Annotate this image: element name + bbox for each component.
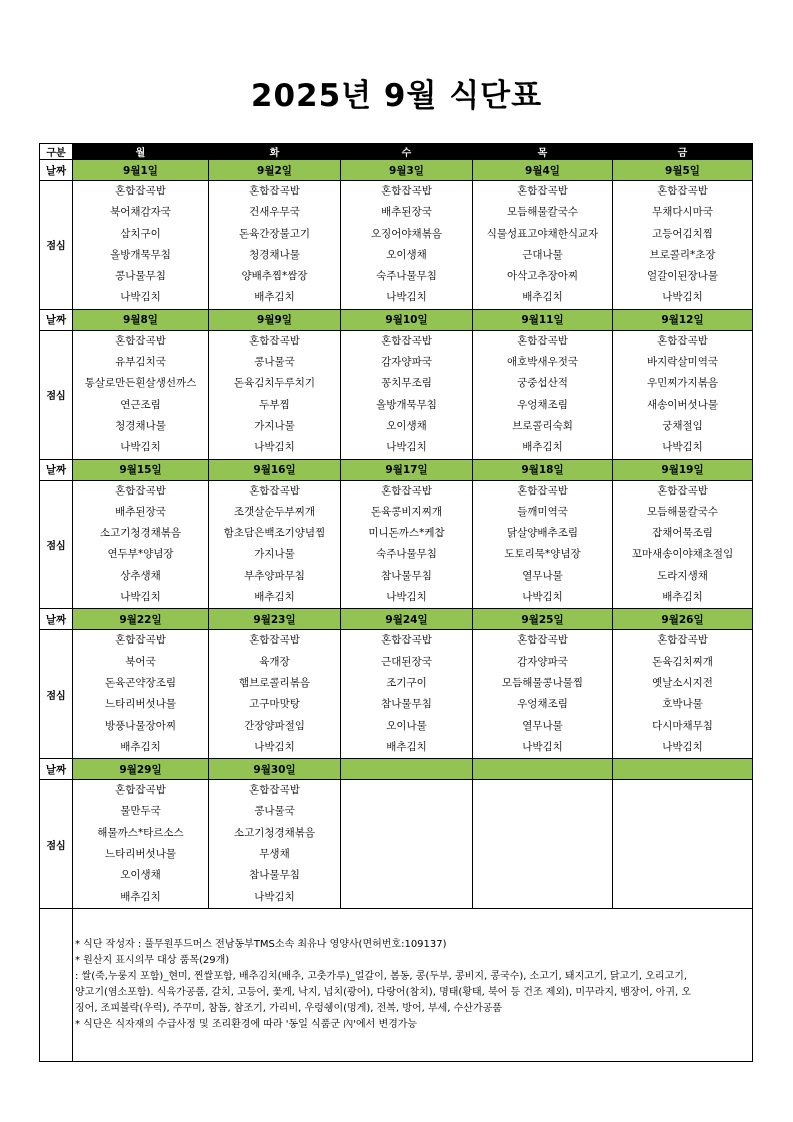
dish-item: 우민찌가지볶음 xyxy=(646,377,718,390)
dish-item: 부추양파무침 xyxy=(244,569,305,582)
dish-item: 식물성표고야채한식교자 xyxy=(486,227,599,240)
date-cell: 9월15일 xyxy=(73,459,209,480)
dish-item: 혼합잡곡밥 xyxy=(517,185,568,197)
date-cell: 9월4일 xyxy=(473,160,613,181)
dish-item: 나박김치 xyxy=(254,890,295,903)
date-cell xyxy=(341,759,473,780)
dish-item: 나박김치 xyxy=(254,441,295,454)
dish-item: 오이생채 xyxy=(120,869,161,882)
dish-item: 우엉채조림 xyxy=(517,698,568,711)
dish-item: 도라지생채 xyxy=(657,569,708,582)
dish-item: 북어채감자국 xyxy=(110,206,171,219)
dish-item: 배추김치 xyxy=(662,591,703,604)
date-row-label: 날짜 xyxy=(40,609,73,630)
dish-item: 콩나물국 xyxy=(254,356,295,369)
date-cell: 9월9일 xyxy=(209,309,341,330)
dish-item: 혼합잡곡밥 xyxy=(517,334,568,347)
dish-item: 배추김치 xyxy=(120,890,161,903)
dish-item: 배추된장국 xyxy=(381,206,432,219)
date-cell: 9월3일 xyxy=(341,160,473,181)
dish-item: 모듬해물콩나물찜 xyxy=(501,676,584,689)
dish-item: 미니돈까스*케찹 xyxy=(368,527,445,540)
meal-row-label: 점심 xyxy=(40,480,73,609)
dish-item: 콩나물무침 xyxy=(115,270,166,283)
dish-item: 나박김치 xyxy=(386,441,427,454)
note-line: * 원산지 표시의무 대상 품목(29개) xyxy=(75,954,230,966)
dish-item: 참나물무침 xyxy=(381,569,432,582)
dish-item: 간장양파절임 xyxy=(244,719,305,732)
dish-item: 가지나물 xyxy=(254,419,295,432)
dish-item: 들깨미역국 xyxy=(517,505,568,518)
dish-item: 아삭고추장아찌 xyxy=(506,270,578,283)
dish-item: 옛날소시지전 xyxy=(652,676,713,689)
dish-item: 고등어김치찜 xyxy=(652,227,713,240)
meal-cell xyxy=(613,630,753,759)
dish-item: 꽁치무조림 xyxy=(381,377,432,390)
dish-item: 혼합잡곡밥 xyxy=(249,334,300,347)
dish-item: 혼합잡곡밥 xyxy=(249,484,300,497)
note-line: * 식단 작성자 : 풀무원푸드머스 전남동부TMS소속 최유나 영양사(면허번호:109137) xyxy=(75,938,447,950)
dish-item: 혼합잡곡밥 xyxy=(517,484,568,497)
dish-item: 가지나물 xyxy=(254,548,295,561)
dish-item: 조갯살순두부찌개 xyxy=(233,505,316,518)
dish-item: 혼합잡곡밥 xyxy=(657,185,708,197)
dish-item: 감자양파국 xyxy=(381,356,432,369)
date-row-label: 날짜 xyxy=(40,309,73,330)
note-line: : 쌀(죽,누룽지 포함)_현미, 찐쌀포함, 배추김치(배추, 고춧가루)_얼갈이, 봄동, 콩(두부, 콩비지, 콩국수), 소고기, 돼지고기, 닭고기, 오리고기, xyxy=(75,970,688,982)
dish-item: 애호박새우젓국 xyxy=(506,356,578,369)
date-cell xyxy=(473,759,613,780)
notes-cell xyxy=(73,908,753,1061)
dish-item: 오이나물 xyxy=(386,719,427,732)
dish-item: 나박김치 xyxy=(254,740,295,753)
dish-item: 나박김치 xyxy=(522,591,563,604)
date-row-label: 날짜 xyxy=(40,160,73,181)
dish-item: 나박김치 xyxy=(120,291,161,304)
dish-item: 느타리버섯나물 xyxy=(104,698,176,711)
dish-item: 혼합잡곡밥 xyxy=(115,784,166,797)
dish-item: 감자양파국 xyxy=(517,655,568,668)
meal-cell xyxy=(473,780,613,909)
meal-cell xyxy=(473,181,613,310)
dish-item: 물만두국 xyxy=(120,805,161,818)
dish-item: 혼합잡곡밥 xyxy=(115,634,166,647)
meal-cell xyxy=(613,480,753,609)
dish-item: 햄브로콜리볶음 xyxy=(238,676,310,689)
meal-row-label: 점심 xyxy=(40,780,73,909)
dish-item: 숙주나물무침 xyxy=(376,270,437,283)
header-day-wed: 수 xyxy=(341,144,473,160)
dish-item: 콩나물국 xyxy=(254,805,295,818)
dish-item: 혼합잡곡밥 xyxy=(249,784,300,797)
date-row-label: 날짜 xyxy=(40,459,73,480)
dish-item: 닭살양배추조림 xyxy=(506,527,578,540)
dish-item: 우엉채조림 xyxy=(517,398,568,411)
meal-cell xyxy=(209,480,341,609)
dish-item: 혼합잡곡밥 xyxy=(381,334,432,347)
header-day-fri: 금 xyxy=(613,144,753,160)
menu-table-body xyxy=(40,144,753,1062)
date-row xyxy=(40,609,753,630)
dish-item: 소고기청경채볶음 xyxy=(233,826,316,839)
dish-item: 해물까스*타르소스 xyxy=(97,826,184,839)
meal-cell xyxy=(209,630,341,759)
meal-cell xyxy=(209,780,341,909)
dish-item: 배추김치 xyxy=(254,591,295,604)
dish-item: 통살로만든흰살생선까스 xyxy=(84,377,197,390)
dish-item: 모듬해물칼국수 xyxy=(506,206,578,219)
meal-row xyxy=(40,630,753,759)
date-row-label: 날짜 xyxy=(40,759,73,780)
dish-item: 혼합잡곡밥 xyxy=(381,484,432,497)
meal-cell xyxy=(341,630,473,759)
dish-item: 육개장 xyxy=(259,655,290,668)
dish-item: 혼합잡곡밥 xyxy=(657,634,708,647)
dish-item: 배추김치 xyxy=(120,740,161,753)
dish-item: 나박김치 xyxy=(386,591,427,604)
dish-item: 배추김치 xyxy=(386,740,427,753)
header-day-mon: 월 xyxy=(73,144,209,160)
dish-item: 돈육김치찌개 xyxy=(652,655,713,668)
dish-item: 올방개묵무침 xyxy=(110,248,171,261)
dish-item: 나박김치 xyxy=(522,740,563,753)
dish-item: 혼합잡곡밥 xyxy=(381,634,432,647)
date-cell: 9월25일 xyxy=(473,609,613,630)
dish-item: 새송이버섯나물 xyxy=(646,398,718,411)
date-cell: 9월10일 xyxy=(341,309,473,330)
dish-item: 돈육콩비지찌개 xyxy=(370,505,442,518)
meal-cell xyxy=(473,480,613,609)
dish-item: 열무나물 xyxy=(522,569,563,582)
notes-row xyxy=(40,908,753,1061)
dish-item: 방풍나물장아찌 xyxy=(104,719,176,732)
dish-item: 배추김치 xyxy=(522,441,563,454)
meal-row-label: 점심 xyxy=(40,181,73,310)
dish-item: 두부찜 xyxy=(259,398,290,411)
date-cell: 9월19일 xyxy=(613,459,753,480)
dish-item: 삼치구이 xyxy=(120,227,161,240)
date-row xyxy=(40,759,753,780)
meal-cell xyxy=(73,330,209,459)
dish-item: 숙주나물무침 xyxy=(376,548,437,561)
dish-item: 배추김치 xyxy=(254,291,295,304)
dish-item: 혼합잡곡밥 xyxy=(115,484,166,497)
meal-cell xyxy=(613,330,753,459)
dish-item: 다시마채무침 xyxy=(652,719,713,732)
dish-item: 오이생채 xyxy=(386,419,427,432)
dish-item: 배추김치 xyxy=(522,291,563,304)
menu-table xyxy=(39,143,753,1062)
dish-item: 근대된장국 xyxy=(381,655,432,668)
meal-row xyxy=(40,480,753,609)
date-cell: 9월23일 xyxy=(209,609,341,630)
date-cell: 9월5일 xyxy=(613,160,753,181)
date-cell: 9월29일 xyxy=(73,759,209,780)
dish-item: 연두부*양념장 xyxy=(107,548,174,561)
dish-item: 고구마맛탕 xyxy=(249,698,300,711)
dish-item: 연근조림 xyxy=(120,398,161,411)
dish-item: 혼합잡곡밥 xyxy=(381,185,432,197)
meal-cell xyxy=(341,181,473,310)
meal-row xyxy=(40,330,753,459)
date-cell: 9월26일 xyxy=(613,609,753,630)
dish-item: 나박김치 xyxy=(662,441,703,454)
dish-item: 돈육곤약장조림 xyxy=(104,676,176,689)
note-line: 양고기(염소포함). 식육가공품, 갈치, 고등어, 꽃게, 낙지, 넙치(광어), 다랑어(참치), 명태(황태, 북어 등 건조 제외), 미꾸라지, 뱀장어, 아귀, 오 xyxy=(75,986,692,998)
dish-item: 소고기청경채볶음 xyxy=(99,527,182,540)
date-cell xyxy=(613,759,753,780)
date-cell: 9월8일 xyxy=(73,309,209,330)
page-title: 2025년 9월 식단표 xyxy=(250,78,543,114)
dish-item: 열무나물 xyxy=(522,719,563,732)
dish-item: 얼갈이된장나물 xyxy=(646,270,718,283)
dish-item: 청경채나물 xyxy=(249,248,300,261)
header-day-thu: 목 xyxy=(473,144,613,160)
dish-item: 나박김치 xyxy=(662,291,703,304)
meal-cell xyxy=(341,780,473,909)
meal-cell xyxy=(73,630,209,759)
meal-row-label: 점심 xyxy=(40,630,73,759)
note-line: 징어, 조피볼락(우럭), 주꾸미, 참돔, 참조기, 가리비, 우렁쉥이(멍게), 전복, 방어, 부세, 수산가공품 xyxy=(75,1002,502,1014)
dish-item: 혼합잡곡밥 xyxy=(249,185,300,197)
date-cell: 9월16일 xyxy=(209,459,341,480)
meal-cell xyxy=(209,330,341,459)
dish-item: 돈육간장불고기 xyxy=(238,227,310,240)
header-label: 구분 xyxy=(40,144,73,160)
dish-item: 함초담은백조기양념찜 xyxy=(223,527,326,540)
meal-cell xyxy=(341,330,473,459)
dish-item: 브로콜리숙회 xyxy=(512,419,573,432)
dish-item: 느타리버섯나물 xyxy=(104,848,176,861)
dish-item: 꼬마새송이야채초절임 xyxy=(631,548,734,561)
meal-cell xyxy=(73,181,209,310)
meal-cell xyxy=(209,181,341,310)
date-cell: 9월24일 xyxy=(341,609,473,630)
dish-item: 모듬해물칼국수 xyxy=(646,505,718,518)
date-row xyxy=(40,309,753,330)
meal-cell xyxy=(473,630,613,759)
dish-item: 상추생채 xyxy=(120,569,161,582)
dish-item: 나박김치 xyxy=(386,291,427,304)
date-cell: 9월1일 xyxy=(73,160,209,181)
date-cell: 9월12일 xyxy=(613,309,753,330)
dish-item: 궁채절임 xyxy=(662,419,703,432)
notes-label-cell xyxy=(40,908,73,1061)
note-line: * 식단은 식자재의 수급사정 및 조리환경에 따라 '동일 식품군 內'에서 변경가능 xyxy=(75,1018,418,1030)
meal-cell xyxy=(473,330,613,459)
dish-item: 궁중섭산적 xyxy=(517,377,568,390)
dish-item: 조기구이 xyxy=(386,676,427,689)
dish-item: 바지락살미역국 xyxy=(646,356,718,369)
dish-item: 나박김치 xyxy=(120,591,161,604)
dish-item: 혼합잡곡밥 xyxy=(115,185,166,197)
dish-item: 혼합잡곡밥 xyxy=(657,484,708,497)
dish-item: 나박김치 xyxy=(120,441,161,454)
meal-row xyxy=(40,181,753,310)
dish-item: 브로콜리*초장 xyxy=(649,248,716,261)
dish-item: 참나물무침 xyxy=(381,698,432,711)
dish-item: 건새우무국 xyxy=(249,206,300,219)
date-cell: 9월2일 xyxy=(209,160,341,181)
dish-item: 올방개묵무침 xyxy=(376,398,437,411)
header-row xyxy=(40,144,753,160)
dish-item: 참나물무침 xyxy=(249,869,300,882)
dish-item: 호박나물 xyxy=(662,698,703,711)
dish-item: 혼합잡곡밥 xyxy=(249,634,300,647)
dish-item: 혼합잡곡밥 xyxy=(517,634,568,647)
dish-item: 유부김치국 xyxy=(115,356,166,369)
meal-cell xyxy=(73,480,209,609)
dish-item: 양배추찜*쌈장 xyxy=(241,270,308,283)
dish-item: 청경채나물 xyxy=(115,419,166,432)
meal-cell xyxy=(613,780,753,909)
meal-cell xyxy=(341,480,473,609)
dish-item: 오이생채 xyxy=(386,248,427,261)
date-cell: 9월17일 xyxy=(341,459,473,480)
date-row xyxy=(40,160,753,181)
meal-cell xyxy=(73,780,209,909)
dish-item: 나박김치 xyxy=(662,740,703,753)
date-cell: 9월30일 xyxy=(209,759,341,780)
dish-item: 도토리묵*양념장 xyxy=(504,548,581,561)
meal-cell xyxy=(613,181,753,310)
dish-item: 북어국 xyxy=(125,655,156,668)
date-cell: 9월11일 xyxy=(473,309,613,330)
dish-item: 배추된장국 xyxy=(115,505,166,518)
dish-item: 혼합잡곡밥 xyxy=(657,334,708,347)
header-day-tue: 화 xyxy=(209,144,341,160)
meal-row-label: 점심 xyxy=(40,330,73,459)
dish-item: 잡채어묵조림 xyxy=(652,527,713,540)
date-cell: 9월18일 xyxy=(473,459,613,480)
dish-item: 돈육김치두루치기 xyxy=(233,377,316,390)
meal-row xyxy=(40,780,753,909)
date-row xyxy=(40,459,753,480)
date-cell: 9월22일 xyxy=(73,609,209,630)
dish-item: 혼합잡곡밥 xyxy=(115,334,166,347)
dish-item: 무채다시마국 xyxy=(652,206,713,219)
dish-item: 근대나물 xyxy=(522,248,563,261)
dish-item: 무생채 xyxy=(259,848,290,861)
dish-item: 오징어야채볶음 xyxy=(370,227,442,240)
